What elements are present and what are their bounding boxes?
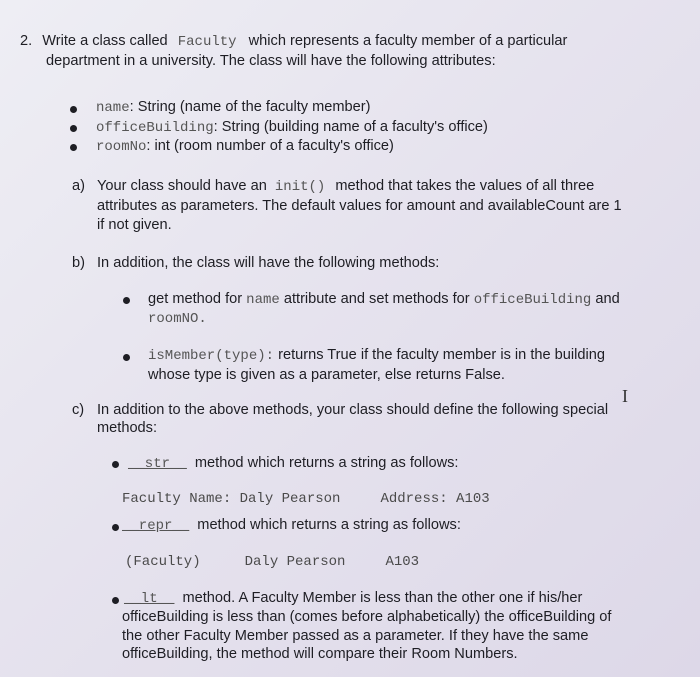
bullet-icon	[112, 461, 119, 468]
attribute-office-building: officeBuilding: String (building name of a faculty's office)	[96, 119, 488, 136]
part-a-line-3: if not given.	[97, 217, 172, 233]
part-b-item-1-line-2: roomNO.	[148, 311, 207, 327]
is-member-code: isMember(type):	[148, 348, 275, 364]
repr-example: (Faculty) Daly Pearson A103	[125, 554, 420, 570]
str-method-line: __str__ method which returns a string as follows:	[128, 455, 459, 472]
attribute-room-no: roomNo: int (room number of a faculty's office)	[96, 138, 394, 155]
init-code: init()	[274, 179, 326, 195]
part-b-item-1-line-1: get method for name attribute and set methods for officeBuilding and	[148, 291, 620, 308]
part-a-line-2: attributes as parameters. The default values for amount and availableCount are 1	[97, 198, 622, 214]
question-line-2: department in a university. The class will have the following attributes:	[46, 53, 496, 69]
attribute-name: name: String (name of the faculty member)	[96, 99, 371, 116]
part-b-item-2-line-1: isMember(type): returns True if the faculty member is in the building	[148, 347, 605, 364]
str-example: Faculty Name: Daly Pearson Address: A103	[122, 491, 490, 507]
text-cursor-icon: I	[622, 386, 628, 406]
part-b-label: b)	[72, 255, 85, 271]
bullet-icon	[123, 297, 130, 304]
part-b-text: In addition, the class will have the following methods:	[97, 255, 440, 271]
lt-code: __lt__	[124, 591, 175, 607]
bullet-icon	[112, 524, 119, 531]
lt-method-line-2: officeBuilding is less than (comes before alphabetically) the officeBuilding of	[122, 609, 612, 625]
part-c-line-1: In addition to the above methods, your class should define the following special	[97, 402, 609, 418]
lt-method-line-3: the other Faculty Member passed as a parameter. If they have the same	[122, 628, 589, 644]
bullet-icon	[70, 125, 77, 132]
question-line-1: 2. Write a class called Faculty which represents a faculty member of a particular	[20, 33, 568, 50]
question-number: 2.	[20, 33, 33, 49]
part-b-item-2-line-2: whose type is given as a parameter, else returns False.	[148, 367, 505, 383]
bullet-icon	[112, 597, 119, 604]
repr-code: __repr__	[122, 518, 190, 534]
bullet-icon	[70, 144, 77, 151]
part-c-line-2: methods:	[97, 420, 158, 436]
class-name-code: Faculty	[177, 34, 237, 50]
repr-method-line: __repr__ method which returns a string as follows:	[122, 517, 461, 534]
bullet-icon	[70, 106, 77, 113]
lt-method-line-4: officeBuilding, the method will compare their Room Numbers.	[122, 646, 518, 662]
lt-method-line-1: __lt__ method. A Faculty Member is less than the other one if his/her	[124, 590, 583, 607]
str-code: __str__	[128, 456, 187, 472]
part-a-label: a)	[72, 178, 85, 194]
part-c-label: c)	[72, 402, 85, 418]
part-a-line-1: Your class should have an init() method that takes the values of all three	[97, 178, 595, 195]
bullet-icon	[123, 354, 130, 361]
